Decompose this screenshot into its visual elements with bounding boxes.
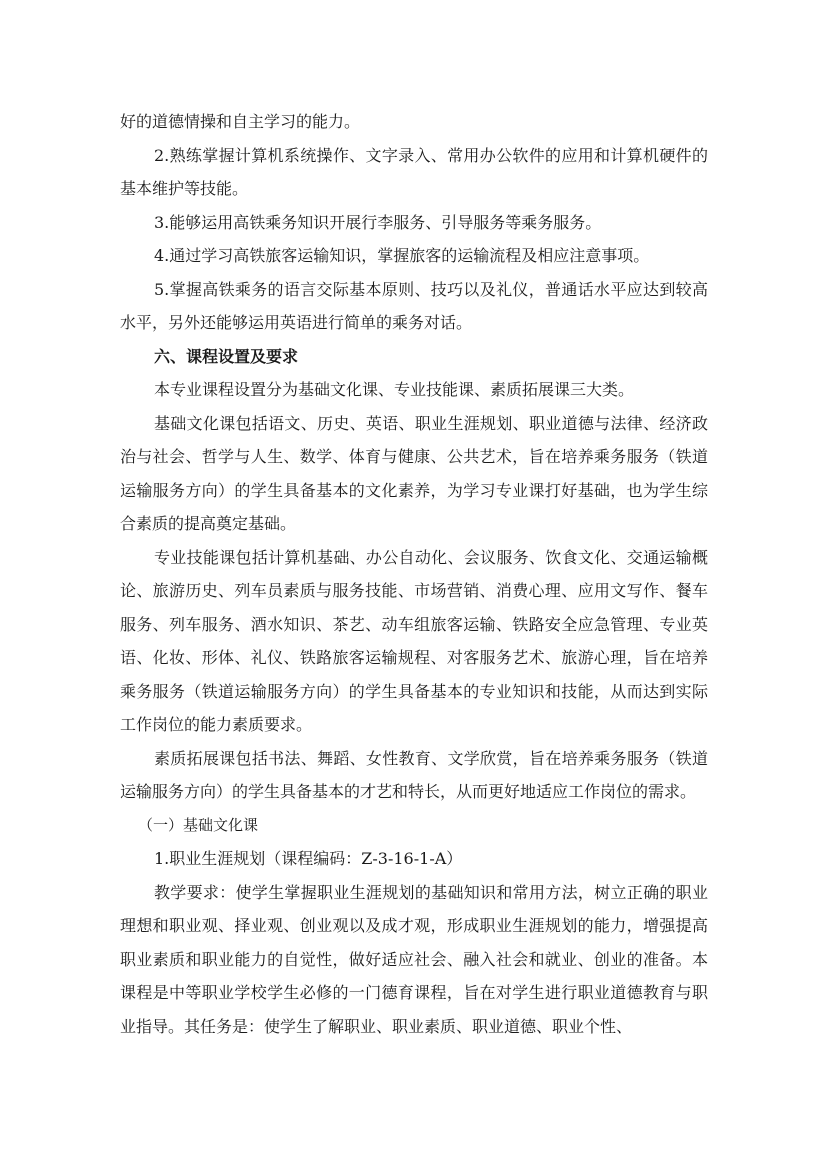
paragraph-basic-culture: 基础文化课包括语文、历史、英语、职业生涯规划、职业道德与法律、经济政治与社会、哲学与人生、数学、体育与健康、公共艺术，旨在培养乘务服务（铁道运输服务方向）的学生具备基本的文化素养，为学习专业课打好基础，也为学生综合素质的提高奠定基础。 [120,413,708,533]
document-body [120,105,708,1043]
paragraph-quality-expansion: 素质拓展课包括书法、舞蹈、女性教育、文学欣赏，旨在培养乘务服务（铁道运输服务方向）的学生具备基本的才艺和特长，从而更好地适应工作岗位的需求。 [120,748,708,801]
section-heading: 六、课程设置及要求 [154,346,299,366]
paragraph-item-3: 3.能够运用高铁乘务知识开展行李服务、引导服务等乘务服务。 [154,212,602,232]
paragraph-course-overview: 本专业课程设置分为基础文化课、专业技能课、素质拓展课三大类。 [154,380,635,399]
paragraph-professional-skills: 专业技能课包括计算机基础、办公自动化、会议服务、饮食文化、交通运输概论、旅游历史、列车员素质与服务技能、市场营销、消费心理、应用文写作、餐车服务、列车服务、酒水知识、茶艺、动车组旅客运输、铁路安全应急管理、专业英语、化妆、形体、礼仪、铁路旅客运输规程、对客服务艺术、旅游心理，旨在培养乘务服务（铁道运输服务方向）的学生具备基本的专业知识和技能，从而达到实际工作岗位的能力素质要求。 [120,547,708,734]
course-title: 1.职业生涯规划（课程编码：Z-3-16-1-A） [154,849,463,868]
paragraph-continuation: 好的道德情操和自主学习的能力。 [120,112,361,131]
paragraph-item-5: 5.掌握高铁乘务的语言交际基本原则、技巧以及礼仪，普通话水平应达到较高水平，另外还能够运用英语进行简单的乘务对话。 [120,279,708,332]
paragraph-teaching-requirements: 教学要求：使学生掌握职业生涯规划的基础知识和常用方法，树立正确的职业理想和职业观、择业观、创业观以及成才观，形成职业生涯规划的能力，增强提高职业素质和职业能力的自觉性，做好适应社会、融入社会和就业、创业的准备。本课程是中等职业学校学生必修的一门德育课程，旨在对学生进行职业道德教育与职业指导。其任务是：使学生了解职业、职业素质、职业道德、职业个性、 [120,882,708,1036]
paragraph-item-2: 2.熟练掌握计算机系统操作、文字录入、常用办公软件的应用和计算机硬件的基本维护等技能。 [120,145,708,198]
paragraph-item-4: 4.通过学习高铁旅客运输知识，掌握旅客的运输流程及相应注意事项。 [154,246,650,265]
subsection-heading: （一）基础文化课 [138,815,259,834]
